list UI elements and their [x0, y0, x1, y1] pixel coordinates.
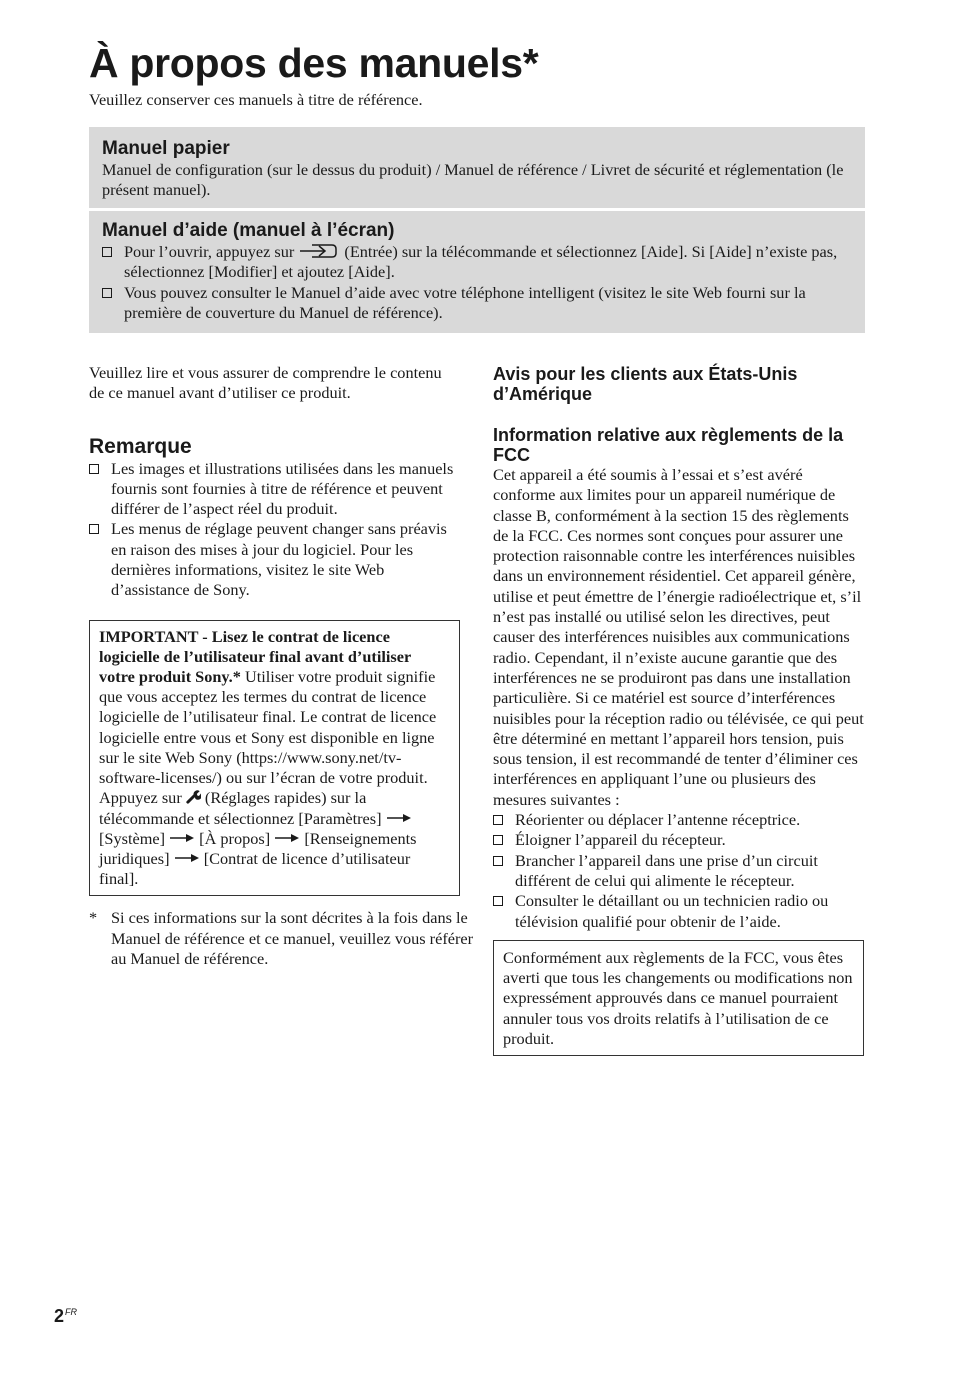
checkbox-bullet-icon	[493, 835, 503, 845]
list-item	[102, 283, 853, 324]
remark-item: Les menus de réglage peuvent changer sans préavis en raison des mises à jour du logiciel. Pour les dernières informations, visitez le site Web d’assistance de Sony.	[111, 519, 447, 600]
checkbox-bullet-icon	[493, 815, 503, 825]
list-item	[493, 851, 867, 892]
list-item	[493, 891, 867, 932]
paper-manual-heading: Manuel papier	[102, 138, 230, 159]
menu-path-contract: [Contrat de licence d’utilisateur final].	[99, 848, 411, 889]
help-manual-box	[89, 211, 865, 333]
fcc-warning-box: Conformément aux règlements de la FCC, vous êtes averti que tous les changements ou modifications non expressément approuvés dans ce manuel pourraient annuler tous vos droits relatifs à l’utilisation de ce produit.	[493, 940, 864, 1056]
input-button-icon	[298, 242, 340, 260]
intro-text: Veuillez lire et vous assurer de comprendre le contenu de ce manuel avant d’utiliser ce produit.	[89, 363, 442, 403]
checkbox-bullet-icon	[493, 896, 503, 906]
page-number	[54, 1306, 77, 1327]
eula-notice-box	[89, 620, 460, 897]
checkbox-bullet-icon	[89, 524, 99, 534]
eula-notice-bold: IMPORTANT - Lisez le contrat de licence logicielle de l’utilisateur final avant d’utiliser votre produit Sony.*	[99, 626, 411, 687]
eula-notice-text: Utiliser votre produit signifie que vous acceptez les termes du contrat de licence logicielle de l’utilisateur final. Le contrat de licence logicielle entre vous et Sony est disponible en ligne sur le site Web Sony (https://www.sony.net/tv-software-licenses/) ou sur l’écran de votre produit. Appuyez sur	[99, 667, 437, 808]
fcc-measure: Réorienter ou déplacer l’antenne réceptrice.	[515, 810, 801, 830]
page-number-value: 2	[54, 1306, 65, 1326]
list-item	[493, 830, 867, 850]
page-title: À propos des manuels*	[89, 40, 539, 86]
left-column	[89, 363, 474, 969]
right-column	[493, 365, 867, 1056]
arrow-right-icon	[274, 833, 300, 843]
checkbox-bullet-icon	[102, 247, 112, 257]
help-item-2: Vous pouvez consulter le Manuel d’aide avec votre téléphone intelligent (visitez le site Web fourni sur la première de couverture du Manuel de référence).	[124, 282, 806, 322]
fcc-measure: Brancher l’appareil dans une prise d’un circuit différent de celui qui alimente le récepteur.	[515, 850, 818, 890]
remark-item: Les images et illustrations utilisées dans les manuels fournis sont fournies à titre de référence et peuvent différer de l’aspect réel du produit.	[111, 458, 454, 519]
arrow-right-icon	[174, 853, 200, 863]
help-item-1-start: Pour l’ouvrir, appuyez sur	[124, 242, 295, 261]
help-manual-heading: Manuel d’aide (manuel à l’écran)	[102, 220, 395, 241]
fcc-heading: Information relative aux règlements de la FCC	[493, 425, 844, 465]
help-item-1-end: (Entrée) sur la télécommande et sélectionnez [Aide]. Si [Aide] n’existe pas, sélectionnez [Modifier] et ajoutez [Aide].	[124, 242, 838, 282]
help-manual-list	[102, 242, 853, 323]
fcc-text: Cet appareil a été soumis à l’essai et s’est avéré conforme aux limites pour un appareil numérique de classe B, conformément à la section 15 des règlements de la FCC. Ces normes sont conçues pour assurer une protection raisonnable contre les interférences nuisibles dans un environnement résidentiel. Cet appareil génère, utilise et peut émettre de l’énergie radioélectrique et, s’il n’est pas installé ou utilisé selon les directives, peut causer des interférences nuisibles aux communications radio. Cependant, il n’existe aucune garantie que des interférences ne se produiront pas dans une installation particulière. Si ce matériel est source d’interférences nuisibles pour la réception radio ou télévisée, ce qui peut être déterminé en mettant l’appareil hors tension, puis sous tension, il est recommandé de tenter d’éliminer ces interférences en appliquant l’une ou plusieurs des mesures suivantes :	[493, 465, 864, 809]
list-item	[493, 810, 867, 830]
menu-path-legal: [Renseignements juridiques]	[99, 828, 417, 868]
fcc-measures-list	[493, 810, 867, 932]
list-item	[89, 459, 457, 520]
footnote-text: Si ces informations sur la sont décrites à la fois dans le Manuel de référence et ce manuel, veuillez vous référer au Manuel de référence.	[111, 908, 474, 968]
remarks-heading: Remarque	[89, 434, 192, 458]
checkbox-bullet-icon	[102, 288, 112, 298]
fcc-measure: Consulter le détaillant ou un technicien radio ou télévision qualifié pour obtenir de l’aide.	[515, 891, 829, 931]
checkbox-bullet-icon	[89, 464, 99, 474]
footnote-mark: *	[89, 908, 98, 928]
footnote	[89, 908, 481, 969]
checkbox-bullet-icon	[493, 856, 503, 866]
usa-notice-heading: Avis pour les clients aux États-Unis d’Amérique	[493, 364, 798, 404]
page-subtitle: Veuillez conserver ces manuels à titre de référence.	[89, 90, 423, 109]
menu-path-about: [À propos]	[199, 828, 271, 848]
arrow-right-icon	[169, 833, 195, 843]
list-item	[102, 242, 853, 283]
wrench-icon	[186, 789, 201, 804]
menu-path-system: [Système]	[99, 828, 166, 848]
paper-manual-box	[89, 127, 865, 208]
quick-settings-text: (Réglages rapides) sur la télécommande et sélectionnez [Paramètres]	[99, 788, 382, 828]
remarks-list	[89, 459, 457, 601]
paper-manual-text: Manuel de configuration (sur le dessus du produit) / Manuel de référence / Livret de sécurité et réglementation (le présent manuel).	[102, 160, 844, 199]
language-code: FR	[65, 1307, 78, 1317]
list-item	[89, 519, 457, 600]
fcc-measure: Éloigner l’appareil du récepteur.	[515, 830, 726, 850]
arrow-right-icon	[386, 813, 412, 823]
